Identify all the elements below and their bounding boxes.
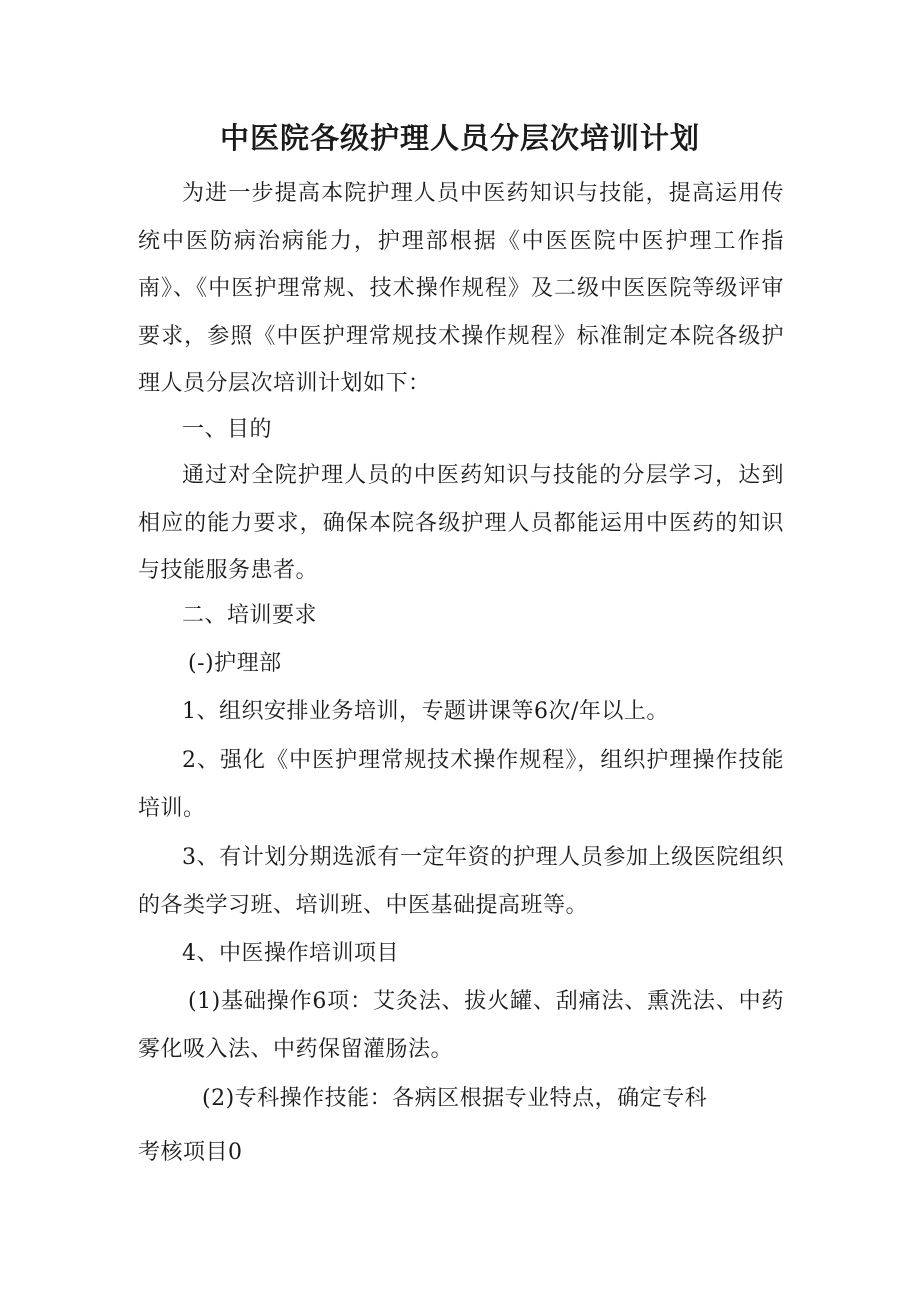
list-item-4-1: (1)基础操作6项：艾灸法、拔火罐、刮痛法、熏洗法、中药雾化吸入法、中药保留灌肠法。 — [138, 989, 784, 1062]
intro-paragraph: 为进一步提高本院护理人员中医药知识与技能，提高运用传统中医防病治病能力，护理部根据《中医医院中医护理工作指南》、《中医护理常规、技术操作规程》及二级中医医院等级评审要求，参照《中医护理常规技术操作规程》标准制定本院各级护理人员分层次培训计划如下： — [138, 181, 784, 396]
list-item-4-2: (2)专科操作技能：各病区根据专业特点，确定专科 — [202, 1086, 708, 1111]
list-item-3: 3、有计划分期选派有一定年资的护理人员参加上级医院组织的各类学习班、培训班、中医基础提高班等。 — [138, 845, 784, 918]
document-title: 中医院各级护理人员分层次培训计划 — [219, 121, 700, 155]
list-item-1: 1、组织安排业务培训，专题讲课等6次/年以上。 — [182, 699, 669, 724]
section-purpose-heading: 一、目的 — [182, 417, 273, 442]
section-purpose-body: 通过对全院护理人员的中医药知识与技能的分层学习，达到相应的能力要求，确保本院各级护理人员都能运用中医药的知识与技能服务患者。 — [138, 463, 784, 583]
list-item-4-2-continued: 考核项目0 — [138, 1140, 243, 1165]
section-requirements-heading: 二、培训要求 — [182, 603, 318, 628]
list-item-4: 4、中医操作培训项目 — [182, 941, 399, 966]
list-item-2: 2、强化《中医护理常规技术操作规程》，组织护理操作技能培训。 — [138, 748, 784, 821]
subsection-nursing-dept-heading: (-)护理部 — [188, 651, 282, 676]
